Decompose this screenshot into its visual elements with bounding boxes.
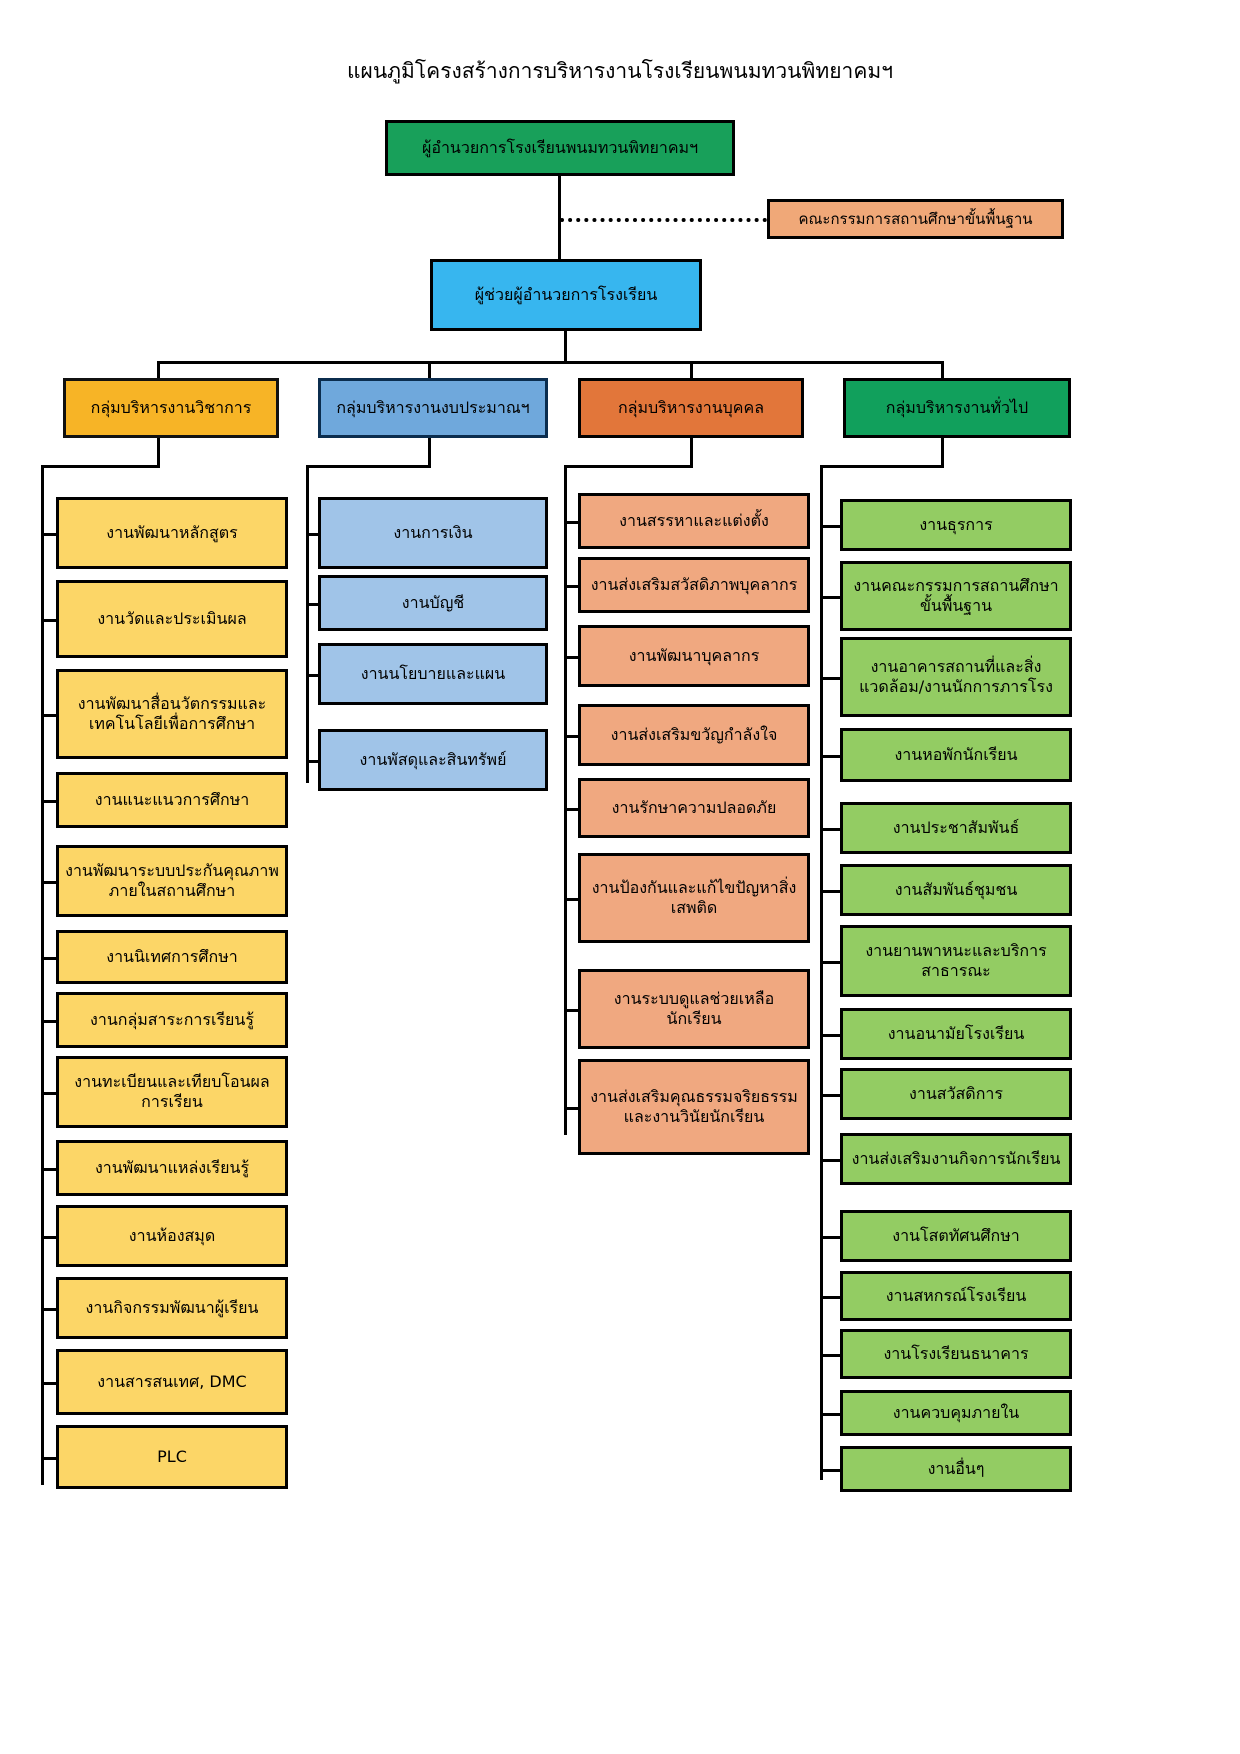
spine-budget-vert [306,465,309,783]
group-header-budget: กลุ่มบริหารงานงบประมาณฯ [318,378,548,438]
academic-item: งานพัฒนาแหล่งเรียนรู้ [56,1140,288,1196]
personnel-connector [564,1009,578,1012]
personnel-item: งานสรรหาและแต่งตั้ง [578,493,810,549]
personnel-item: งานระบบดูแลช่วยเหลือนักเรียน [578,969,810,1049]
general-item: งานหอพักนักเรียน [840,728,1072,782]
spine-personnel-h [564,465,693,468]
academic-connector [41,714,56,717]
general-connector [820,1094,840,1097]
connector-board-dotted [560,218,767,222]
personnel-connector [564,521,578,524]
academic-item: งานวัดและประเมินผล [56,580,288,658]
node-assistant-director: ผู้ช่วยผู้อำนวยการโรงเรียน [430,259,702,331]
connector-drop-general [941,361,944,379]
general-connector [820,1236,840,1239]
spine-personnel [690,438,693,468]
academic-connector [41,1168,56,1171]
general-item: งานอื่นๆ [840,1446,1072,1492]
spine-academic [157,438,160,468]
general-item: งานควบคุมภายใน [840,1390,1072,1436]
general-item: งานอนามัยโรงเรียน [840,1008,1072,1060]
general-item: งานโสตทัศนศึกษา [840,1210,1072,1262]
academic-connector [41,957,56,960]
personnel-connector [564,585,578,588]
group-header-personnel: กลุ่มบริหารงานบุคคล [578,378,804,438]
group-header-academic: กลุ่มบริหารงานวิชาการ [63,378,279,438]
personnel-item: งานส่งเสริมสวัสดิภาพบุคลากร [578,557,810,613]
personnel-item: งานพัฒนาบุคลากร [578,625,810,687]
academic-item: งานพัฒนาสื่อนวัตกรรมและเทคโนโลยีเพื่อการศึกษา [56,669,288,759]
general-item: งานโรงเรียนธนาคาร [840,1329,1072,1379]
general-item: งานประชาสัมพันธ์ [840,802,1072,854]
general-item: งานยานพาหนะและบริการสาธารณะ [840,925,1072,997]
general-item: งานสัมพันธ์ชุมชน [840,864,1072,916]
spine-academic-h [41,465,160,468]
node-director: ผู้อำนวยการโรงเรียนพนมทวนพิทยาคมฯ [385,120,735,176]
academic-connector [41,1020,56,1023]
connector-groups-horizontal [157,361,944,364]
personnel-connector [564,656,578,659]
personnel-connector [564,898,578,901]
academic-item: งานทะเบียนและเทียบโอนผลการเรียน [56,1056,288,1128]
budget-item: งานการเงิน [318,497,548,569]
general-connector [820,1296,840,1299]
academic-item: งานกลุ่มสาระการเรียนรู้ [56,992,288,1048]
general-connector [820,677,840,680]
personnel-item: งานส่งเสริมขวัญกำลังใจ [578,704,810,766]
general-item: งานสวัสดิการ [840,1068,1072,1120]
general-item: งานส่งเสริมงานกิจการนักเรียน [840,1133,1072,1185]
personnel-connector [564,735,578,738]
academic-item: งานสารสนเทศ, DMC [56,1349,288,1415]
general-connector [820,890,840,893]
spine-academic-vert [41,465,44,1485]
page-title: แผนภูมิโครงสร้างการบริหารงานโรงเรียนพนมทวนพิทยาคมฯ [346,59,894,83]
general-item: งานธุรการ [840,499,1072,551]
budget-connector [306,603,318,606]
academic-connector [41,1092,56,1095]
connector-drop-budget [428,361,431,379]
academic-connector [41,1382,56,1385]
spine-general [941,438,944,468]
personnel-item: งานส่งเสริมคุณธรรมจริยธรรมและงานวินัยนักเรียน [578,1059,810,1155]
general-connector [820,755,840,758]
general-connector [820,1413,840,1416]
academic-connector [41,619,56,622]
personnel-item: งานรักษาความปลอดภัย [578,778,810,838]
academic-item: งานห้องสมุด [56,1205,288,1267]
academic-item: งานแนะแนวการศึกษา [56,772,288,828]
academic-item: งานพัฒนาหลักสูตร [56,497,288,569]
node-school-board: คณะกรรมการสถานศึกษาขั้นพื้นฐาน [767,199,1064,239]
personnel-connector [564,808,578,811]
general-item: งานสหกรณ์โรงเรียน [840,1271,1072,1321]
general-connector [820,828,840,831]
academic-item: งานนิเทศการศึกษา [56,930,288,984]
academic-item: งานกิจกรรมพัฒนาผู้เรียน [56,1277,288,1339]
general-connector [820,596,840,599]
academic-connector [41,881,56,884]
budget-connector [306,674,318,677]
group-header-general: กลุ่มบริหารงานทั่วไป [843,378,1071,438]
budget-item: งานบัญชี [318,575,548,631]
general-item: งานอาคารสถานที่และสิ่งแวดล้อม/งานนักการภารโรง [840,637,1072,717]
connector-drop-personnel [690,361,693,379]
academic-item: PLC [56,1425,288,1489]
budget-item: งานนโยบายและแผน [318,643,548,705]
academic-item: งานพัฒนาระบบประกันคุณภาพภายในสถานศึกษา [56,845,288,917]
spine-budget [428,438,431,468]
personnel-connector [564,1107,578,1110]
general-connector [820,1469,840,1472]
spine-general-h [820,465,944,468]
general-connector [820,1354,840,1357]
personnel-item: งานป้องกันและแก้ไขปัญหาสิ่งเสพติด [578,853,810,943]
general-connector [820,961,840,964]
spine-general-vert [820,465,823,1480]
connector-assistant-down [564,331,567,363]
academic-connector [41,533,56,536]
spine-budget-h [306,465,431,468]
general-connector [820,1034,840,1037]
general-connector [820,1159,840,1162]
academic-connector [41,1236,56,1239]
general-item: งานคณะกรรมการสถานศึกษาขั้นพื้นฐาน [840,561,1072,631]
academic-connector [41,800,56,803]
spine-personnel-vert [564,465,567,1135]
budget-connector [306,760,318,763]
connector-drop-academic [157,361,160,379]
budget-item: งานพัสดุและสินทรัพย์ [318,729,548,791]
academic-connector [41,1457,56,1460]
budget-connector [306,533,318,536]
academic-connector [41,1308,56,1311]
general-connector [820,525,840,528]
